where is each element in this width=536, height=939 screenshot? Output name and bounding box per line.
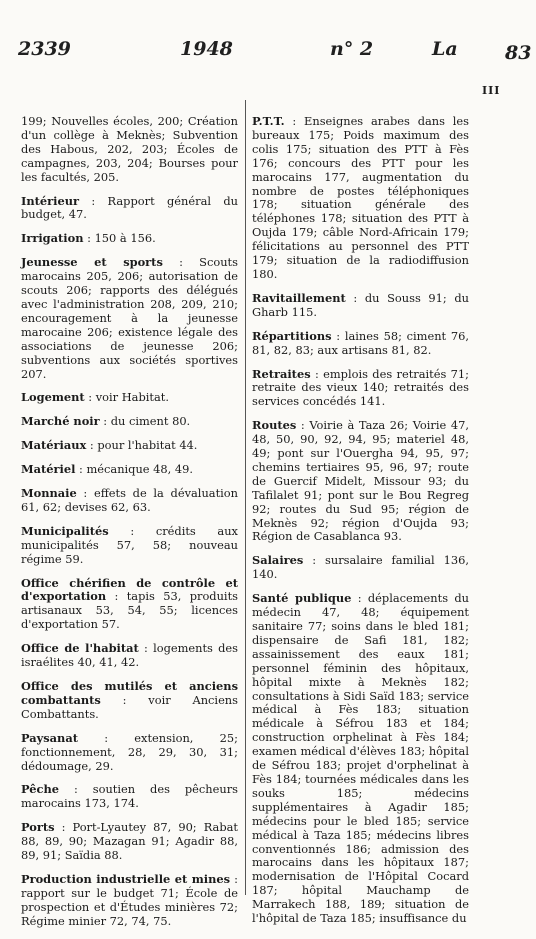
index-entry	[21, 821, 238, 863]
index-term: P.T.T.	[252, 114, 285, 128]
index-references: : déplacements du médecin 47, 48; équipement sanitaire 77; soins dans le bled 181; dispensaire de Safi 181, 182; assainissement des eaux 181; personnel féminin des hôpitaux, hôpital mixte à Meknès 182; consultations à Sidi Saïd 183; service médical à Fès 183; situation médicale à Séfrou 183 et 184; construction orphelinat à Fès 184; examen médical d'élèves 183; hôpital de Séfrou 183; projet d'orphelinat à Fès 184; tournées médicales dans les souks 185; médecins supplémentaires à Agadir 185; médecins pour le bled 185; service médical à Taza 185; médecins libres conventionnés 186; admission des marocains dans les hôpitaux 187; modernisation de l'Hôpital Cocard 187; hôpital Mauchamp de Marrakech 188, 189; situation de l'hôpital de Taza 185; insuffisance du	[252, 591, 469, 926]
index-term: Logement	[21, 390, 85, 405]
index-term: Irrigation	[21, 231, 84, 246]
index-entry	[21, 391, 238, 405]
index-column-left	[21, 115, 238, 939]
index-references: : sursalaire familial 136, 140.	[252, 553, 469, 582]
index-references: : crédits aux municipalités 57, 58; nouveau régime 59.	[21, 523, 238, 566]
index-entry	[21, 783, 238, 811]
index-references: : voir Anciens Combattants.	[21, 692, 238, 721]
index-references: : effets de la dévaluation 61, 62; devises 62, 63.	[21, 486, 238, 514]
index-term: Routes	[252, 418, 297, 433]
index-entry	[21, 732, 238, 774]
index-references: : tapis 53, produits artisanaux 53, 54, 55; licences d'exportation 57.	[21, 589, 238, 632]
index-entry	[252, 330, 469, 358]
index-term: Production industrielle et mines	[21, 871, 231, 886]
index-column-right	[252, 115, 469, 936]
index-entry	[252, 419, 469, 544]
index-references: : extension, 25; fonctionnement, 28, 29, 30, 31; dédoumage, 29.	[21, 730, 238, 773]
index-references: : Rapport général du budget, 47.	[21, 193, 238, 222]
index-term: Santé publique	[252, 591, 352, 606]
index-term: Monnaie	[21, 486, 77, 501]
index-entry	[21, 195, 238, 223]
index-references: : rapport sur le budget 71; École de prospection et d'Études minières 72; Régime minier 72, 74, 75.	[21, 871, 239, 928]
index-references: : Scouts marocains 205, 206; autorisation de scouts 206; rapports des délégués avec l'administration 208, 209, 210; encouragement à la jeunesse marocaine 206; existence légale des associations de jeunesse 206; subventions aux sociétés sportives 207.	[21, 255, 238, 381]
index-references: 199; Nouvelles écoles, 200; Création d'un collège à Meknès; Subvention des Habous, 202, 203; Écoles de campagnes, 203, 204; Bourses pour les facultés, 205.	[21, 114, 238, 184]
index-term: Ports	[21, 820, 55, 835]
index-entry	[252, 554, 469, 582]
index-entry	[21, 256, 238, 381]
index-term: Municipalités	[21, 523, 109, 538]
index-term: Jeunesse et sports	[21, 255, 163, 270]
index-references: : du Souss 91; du Gharb 115.	[252, 290, 469, 319]
index-references: : soutien des pêcheurs marocains 173, 174.	[21, 782, 238, 811]
index-references: : mécanique 48, 49.	[75, 462, 194, 477]
index-entry	[21, 525, 238, 567]
index-entry	[21, 463, 238, 477]
index-references: : laines 58; ciment 76, 81, 82, 83; aux artisans 81, 82.	[252, 328, 469, 357]
index-term: Salaires	[252, 553, 304, 568]
handwritten-folio: 83	[505, 42, 532, 64]
handwritten-note: La	[432, 38, 458, 60]
index-references: : du ciment 80.	[99, 414, 191, 429]
column-divider	[245, 100, 246, 895]
index-references: : pour l'habitat 44.	[86, 438, 198, 453]
index-term: Office des mutilés et anciens combattants	[21, 679, 238, 707]
index-entry	[252, 592, 469, 926]
index-entry	[21, 680, 238, 722]
index-term: Intérieur	[21, 193, 79, 208]
handwritten-year: 1948	[180, 38, 233, 60]
index-references: : voir Habitat.	[84, 390, 169, 405]
index-term: Office de l'habitat	[21, 641, 139, 656]
index-term: Retraites	[252, 366, 311, 381]
index-term: Office chérifien de contrôle et d'exportation	[21, 575, 238, 604]
index-entry	[21, 115, 238, 185]
index-term: Paysanat	[21, 730, 78, 745]
index-entry	[21, 232, 238, 246]
index-term: Matériaux	[21, 438, 87, 453]
index-references: : Voirie à Taza 26; Voirie 47, 48, 50, 90, 92, 94, 95; materiel 48, 49; pont sur l'Ouergha 94, 95, 97; chemins tertiaires 95, 96, 97; route de Guercif Midelt, Missour 93; du Tafilalet 91; pont sur le Bou Regreg 92; routes du Sud 95; région de Meknès 92; région d'Oujda 93; Région de Casablanca 93.	[252, 418, 469, 544]
index-term: Matériel	[21, 462, 76, 477]
index-entry	[21, 577, 238, 633]
index-references: : logements des israélites 40, 41, 42.	[21, 641, 238, 670]
handwritten-number: 2339	[18, 38, 71, 60]
index-references: : Enseignes arabes dans les bureaux 175; Poids maximum des colis 175; situation des PTT à Fès 176; concours des PTT pour les marocains 177, augmentation du nombre de postes téléphoniques 178; situation générale des téléphones 178; situation des PTT à Oujda 179; câble Nord-Africain 179; félicitations au personnel des PTT 179; situation de la radiodiffusion 180.	[252, 114, 469, 281]
index-entry	[252, 368, 469, 410]
index-entry	[252, 292, 469, 320]
index-entry	[21, 415, 238, 429]
index-entry	[21, 439, 238, 453]
index-entry	[252, 115, 469, 282]
index-entry	[21, 642, 238, 670]
index-entry	[21, 873, 238, 929]
index-term: Répartitions	[252, 328, 332, 343]
index-term: Ravitaillement	[252, 290, 346, 305]
index-references: : Port-Lyautey 87, 90; Rabat 88, 89, 90; Mazagan 91; Agadir 88, 89, 91; Saïdia 88.	[21, 820, 238, 863]
index-term: Marché noir	[21, 414, 100, 429]
index-references: : emplois des retraités 71; retraite des vieux 140; retraités des services concédés 141.	[252, 366, 469, 409]
index-term: Pêche	[21, 782, 59, 797]
index-entry	[21, 487, 238, 515]
handwritten-issue: n° 2	[330, 38, 374, 60]
page-number: III	[482, 84, 501, 97]
index-references: : 150 à 156.	[83, 231, 156, 246]
